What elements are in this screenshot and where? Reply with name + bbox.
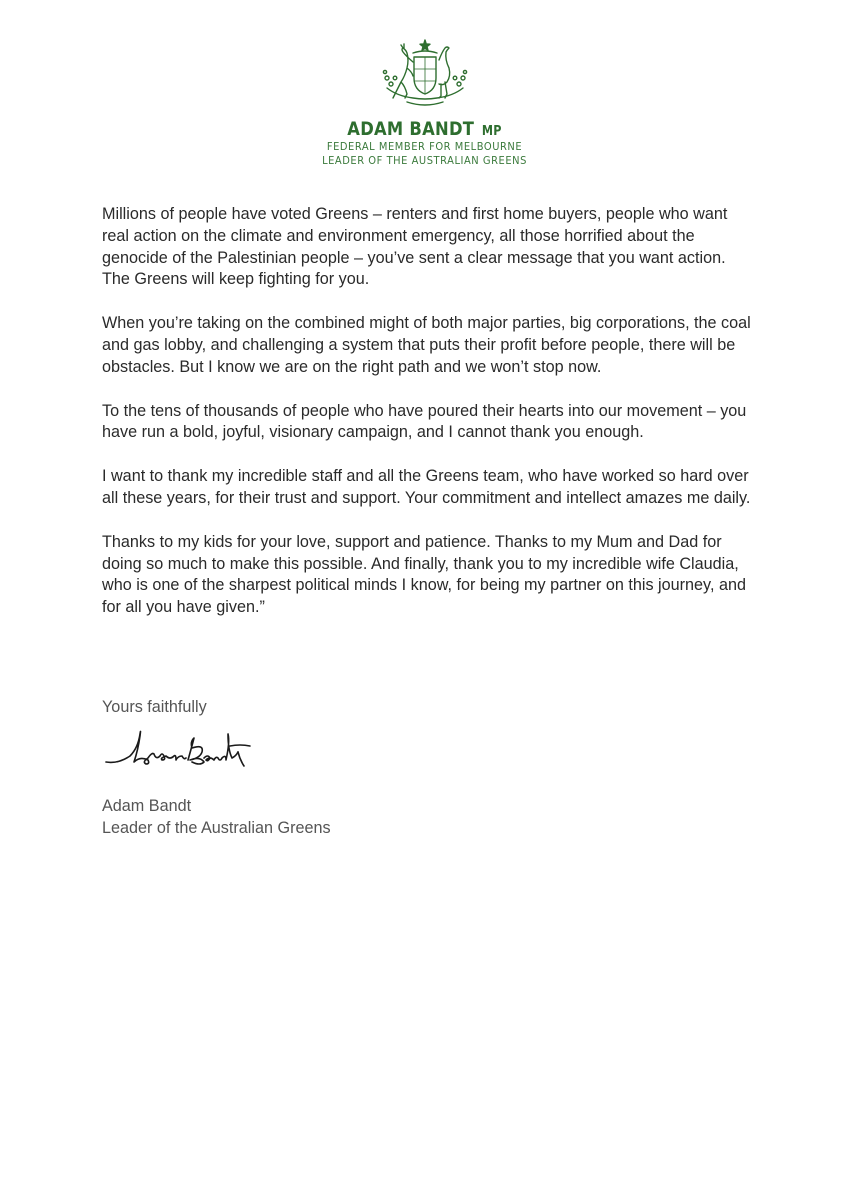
- letterhead-line-1: FEDERAL MEMBER FOR MELBOURNE: [326, 140, 523, 153]
- letterhead-suffix: MP: [481, 124, 502, 139]
- signer-block: [102, 795, 331, 839]
- letter-body: [102, 204, 752, 641]
- signer-title: Leader of the Australian Greens: [102, 819, 331, 837]
- handwritten-signature: [104, 726, 254, 776]
- letterhead-line-2: LEADER OF THE AUSTRALIAN GREENS: [322, 154, 527, 167]
- letterhead-name: ADAM BANDT MP: [347, 118, 502, 140]
- coat-of-arms-icon: [379, 38, 471, 110]
- paragraph-3: To the tens of thousands of people who have poured their hearts into our movement – you have run a bold, joyful, visionary campaign, and I cannot thank you enough.: [102, 401, 747, 442]
- paragraph-4: I want to thank my incredible staff and all the Greens team, who have worked so hard over all these years, for their trust and support. Your commitment and intellect amazes me daily.: [102, 467, 751, 507]
- signer-name: Adam Bandt: [102, 797, 192, 815]
- letterhead: [0, 38, 849, 168]
- paragraph-5: Thanks to my kids for your love, support and patience. Thanks to my Mum and Dad for doing so much to make this possible. And finally, thank you to my incredible wife Claudia, who is one of the sharpest political minds I know, for being my partner on this journey, and for all you have given.”: [102, 532, 746, 617]
- closing: Yours faithfully: [102, 698, 207, 716]
- paragraph-1: Millions of people have voted Greens – renters and first home buyers, people who want real action on the climate and environment emergency, all those horrified about the genocide of the Palestinian people – you’ve sent a clear message that you want action. The Greens will keep fighting for you.: [102, 205, 728, 289]
- paragraph-2: When you’re taking on the combined might of both major parties, big corporations, the coal and gas lobby, and challenging a system that puts their profit before people, there will be obstacles. But I know we are on the right path and we won’t stop now.: [102, 314, 751, 376]
